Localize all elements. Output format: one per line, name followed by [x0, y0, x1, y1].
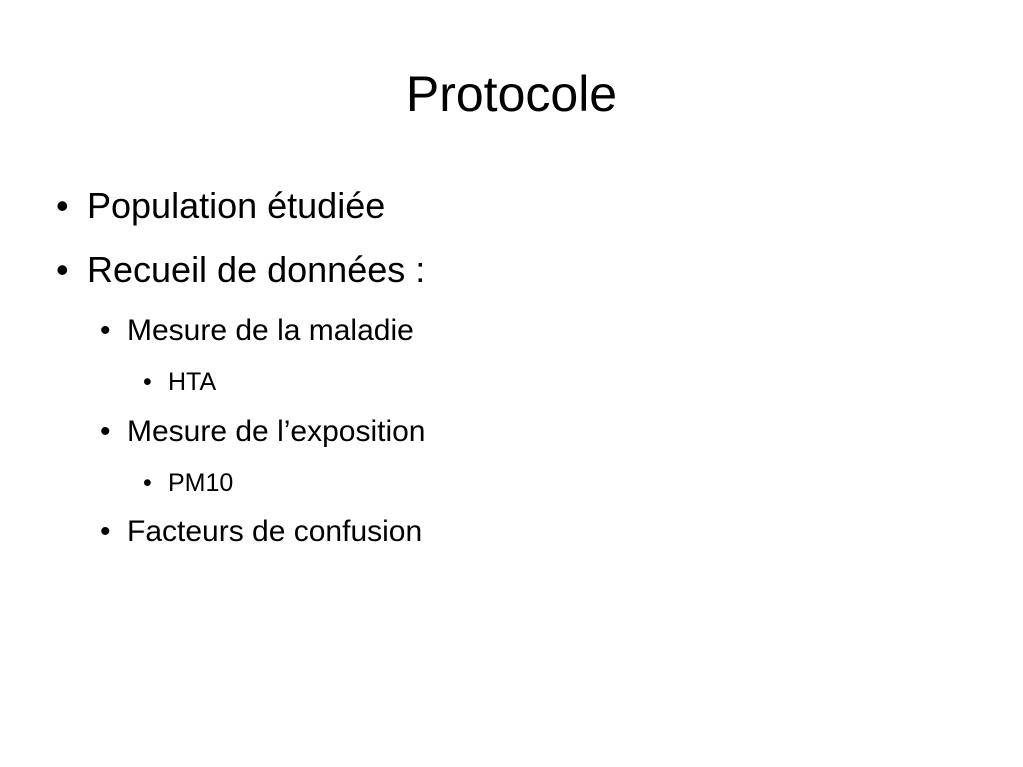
bullet-icon: •: [100, 415, 111, 448]
bullet-icon: •: [143, 469, 152, 497]
bullet-text: PM10: [168, 469, 234, 497]
bullet-icon: •: [56, 249, 69, 290]
bullet-item-mesure-exposition: [100, 413, 426, 451]
bullet-item-recueil: [56, 248, 425, 292]
bullet-item-facteurs-confusion: [100, 513, 422, 551]
bullet-text: Recueil de données :: [87, 249, 426, 290]
bullet-icon: •: [100, 314, 111, 347]
bullet-icon: •: [143, 368, 152, 396]
slide-title: Protocole: [405, 66, 618, 122]
bullet-text: HTA: [168, 368, 217, 396]
bullet-text: Mesure de l’exposition: [127, 415, 426, 448]
bullet-text: Facteurs de confusion: [127, 515, 423, 548]
bullet-item-hta: [143, 366, 216, 398]
bullet-icon: •: [56, 185, 69, 226]
bullet-item-pm10: [143, 467, 233, 499]
bullet-item-mesure-maladie: [100, 312, 414, 350]
bullet-item-population: [56, 184, 385, 228]
bullet-text: Mesure de la maladie: [127, 314, 414, 347]
bullet-text: Population étudiée: [87, 185, 386, 226]
bullet-icon: •: [100, 515, 111, 548]
